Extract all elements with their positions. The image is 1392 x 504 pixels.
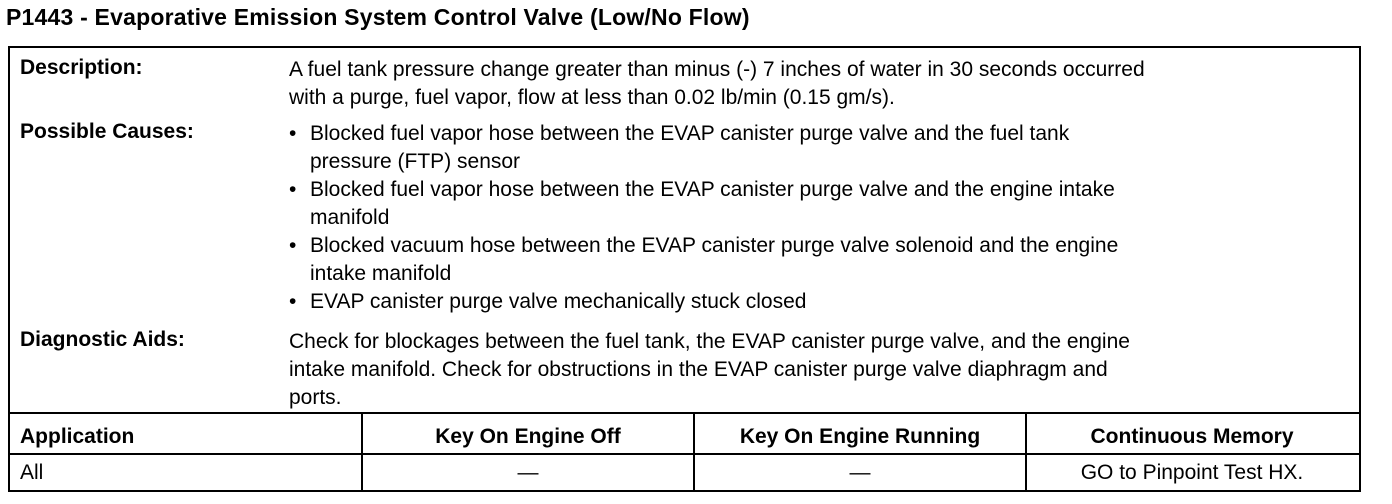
page-title: P1443 - Evaporative Emission System Control Valve (Low/No Flow) (6, 4, 750, 30)
bullet-icon: • (289, 290, 297, 313)
description-line-1: A fuel tank pressure change greater than minus (-) 7 inches of water in 30 seconds occurred (289, 58, 1145, 81)
cause-line: Blocked vacuum hose between the EVAP canister purge valve solenoid and the engine (310, 234, 1119, 257)
cause-line: intake manifold (310, 262, 452, 285)
cell-continuous-memory: GO to Pinpoint Test HX. (1080, 461, 1304, 484)
possible-causes-label: Possible Causes: (20, 120, 194, 143)
header-continuous-memory: Continuous Memory (1090, 425, 1294, 448)
table-top-divider (10, 412, 1359, 414)
cause-line: pressure (FTP) sensor (310, 150, 521, 173)
dtc-info-box (8, 46, 1361, 492)
description-label: Description: (20, 56, 143, 79)
cell-key-on-engine-running: — (849, 461, 871, 484)
cause-line: Blocked fuel vapor hose between the EVAP canister purge valve and the fuel tank (310, 122, 1070, 145)
bullet-icon: • (289, 122, 297, 145)
cell-application: All (20, 461, 44, 484)
header-application: Application (20, 425, 135, 448)
bullet-icon: • (289, 178, 297, 201)
cause-line: manifold (310, 206, 390, 229)
diagnostic-aids-label: Diagnostic Aids: (20, 328, 185, 351)
header-key-on-engine-running: Key On Engine Running (739, 425, 981, 448)
diagnostic-aids-line-1: Check for blockages between the fuel tank, the EVAP canister purge valve, and the engine (289, 330, 1130, 353)
cause-line: EVAP canister purge valve mechanically stuck closed (310, 290, 807, 313)
cell-key-on-engine-off: — (517, 461, 539, 484)
description-line-2: with a purge, fuel vapor, flow at less than 0.02 lb/min (0.15 gm/s). (289, 86, 895, 109)
header-key-on-engine-off: Key On Engine Off (435, 425, 621, 448)
diagnostic-aids-line-2: intake manifold. Check for obstructions in the EVAP canister purge valve diaphragm and (289, 358, 1108, 381)
bullet-icon: • (289, 234, 297, 257)
diagnostic-aids-line-3: ports. (289, 386, 342, 409)
cause-line: Blocked fuel vapor hose between the EVAP canister purge valve and the engine intake (310, 178, 1115, 201)
